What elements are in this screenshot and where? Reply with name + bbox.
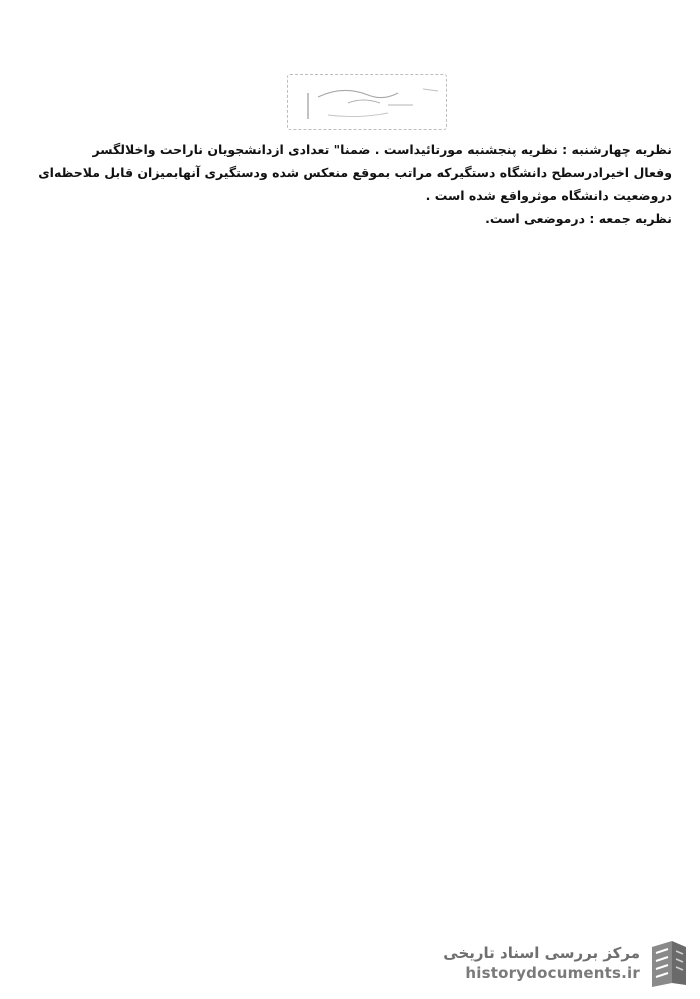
watermark-texts: [443, 943, 640, 983]
document-line-3: دروضعیت دانشگاه موثرواقع شده است .: [425, 188, 672, 203]
document-line-2: وفعال اخیرادرسطح دانشگاه دستگیرکه مراتب بموقع منعکس شده ودستگیری آنهابمیزان قابل ملاحظه‌ای: [38, 165, 672, 180]
stamp-marks: [288, 75, 446, 129]
book-icon: [646, 937, 692, 989]
faded-stamp: [287, 74, 447, 130]
document-line-4: نظریه جمعه : درموضعی است.: [485, 211, 672, 226]
document-line-1: نظریه چهارشنبه : نظریه پنجشنبه مورتائیداست . ضمنا" تعدادی ازدانشجویان ناراحت واخلالگسر: [92, 142, 672, 157]
watermark-title: مرکز بررسی اسناد تاریخی: [443, 944, 640, 962]
archive-watermark: [443, 937, 692, 989]
document-body: [22, 138, 672, 230]
watermark-url: historydocuments.ir: [465, 964, 640, 982]
